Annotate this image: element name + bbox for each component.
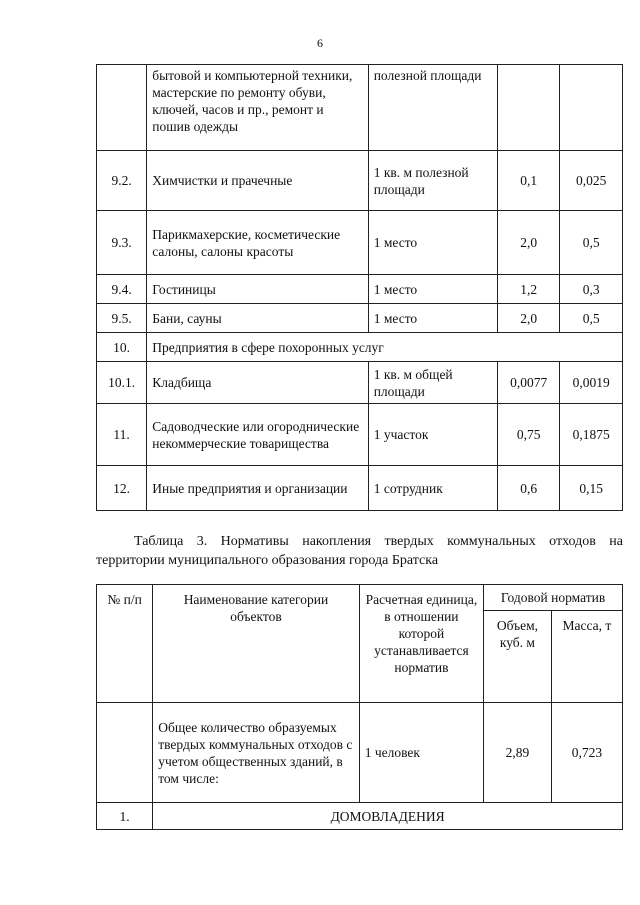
volume-value: 0,0077 <box>497 362 560 404</box>
table-row <box>97 362 623 404</box>
volume-value: 0,6 <box>497 466 560 511</box>
category-name: бытовой и компьютерной техники, мастерские по ремонту обуви, ключей, часов и пр., ремонт и пошив одежды <box>147 65 368 151</box>
volume-value: 2,0 <box>497 211 560 275</box>
table-caption <box>96 532 623 570</box>
mass-value: 0,025 <box>560 151 623 211</box>
table-row <box>97 151 623 211</box>
table-row <box>97 703 623 803</box>
header-row <box>97 585 623 611</box>
category-name: Кладбища <box>147 362 368 404</box>
header-unit: Расчетная единица, в отношении которой устанавливается норматив <box>359 585 483 703</box>
header-num: № п/п <box>97 585 153 703</box>
volume-value: 1,2 <box>497 275 560 304</box>
volume-value: 2,0 <box>497 304 560 333</box>
row-number: 9.5. <box>97 304 147 333</box>
mass-value: 0,15 <box>560 466 623 511</box>
category-name: Общее количество образуемых твердых коммунальных отходов с учетом общественных зданий, в том числе: <box>153 703 360 803</box>
header-volume: Объем, куб. м <box>484 611 552 703</box>
table-row <box>97 404 623 466</box>
row-number: 10. <box>97 333 147 362</box>
page-number: 6 <box>317 36 323 50</box>
unit-of-measure: 1 кв. м общей площади <box>368 362 497 404</box>
volume-value: 0,1 <box>497 151 560 211</box>
row-number: 10.1. <box>97 362 147 404</box>
section-heading: Предприятия в сфере похоронных услуг <box>147 333 623 362</box>
category-name: Парикмахерские, косметические салоны, салоны красоты <box>147 211 368 275</box>
unit-of-measure: 1 участок <box>368 404 497 466</box>
unit-of-measure: 1 место <box>368 304 497 333</box>
table-row <box>97 803 623 830</box>
volume-value: 0,75 <box>497 404 560 466</box>
mass-value <box>560 65 623 151</box>
unit-of-measure: 1 сотрудник <box>368 466 497 511</box>
header-annual-norm: Годовой норматив <box>484 585 623 611</box>
category-name: Садоводческие или огороднические некоммерческие товарищества <box>147 404 368 466</box>
row-number: 9.2. <box>97 151 147 211</box>
mass-value: 0,0019 <box>560 362 623 404</box>
table-row <box>97 275 623 304</box>
table-row <box>97 304 623 333</box>
row-number: 11. <box>97 404 147 466</box>
volume-value: 2,89 <box>484 703 552 803</box>
category-name: Гостиницы <box>147 275 368 304</box>
row-number: 1. <box>97 803 153 830</box>
unit-of-measure: 1 место <box>368 211 497 275</box>
table-row <box>97 466 623 511</box>
mass-value: 0,3 <box>560 275 623 304</box>
mass-value: 0,1875 <box>560 404 623 466</box>
header-mass: Масса, т <box>551 611 622 703</box>
waste-norms-table-3 <box>96 584 623 830</box>
category-name: Химчистки и прачечные <box>147 151 368 211</box>
table-caption-text: Таблица 3. Нормативы накопления твердых коммунальных отходов на территории муниципального образования города Братска <box>96 534 623 568</box>
unit-of-measure: 1 место <box>368 275 497 304</box>
mass-value: 0,5 <box>560 304 623 333</box>
section-heading: ДОМОВЛАДЕНИЯ <box>153 803 623 830</box>
unit-of-measure: 1 человек <box>359 703 483 803</box>
table-row <box>97 211 623 275</box>
unit-of-measure: 1 кв. м полезной площади <box>368 151 497 211</box>
unit-of-measure: полезной площади <box>368 65 497 151</box>
mass-value: 0,723 <box>551 703 622 803</box>
category-name: Бани, сауны <box>147 304 368 333</box>
category-name: Иные предприятия и организации <box>147 466 368 511</box>
table-row <box>97 65 623 151</box>
row-number <box>97 65 147 151</box>
row-number <box>97 703 153 803</box>
waste-norms-table-continued <box>96 64 623 511</box>
mass-value: 0,5 <box>560 211 623 275</box>
row-number: 12. <box>97 466 147 511</box>
volume-value <box>497 65 560 151</box>
header-category: Наименование категории объектов <box>153 585 360 703</box>
row-number: 9.4. <box>97 275 147 304</box>
row-number: 9.3. <box>97 211 147 275</box>
table-row <box>97 333 623 362</box>
